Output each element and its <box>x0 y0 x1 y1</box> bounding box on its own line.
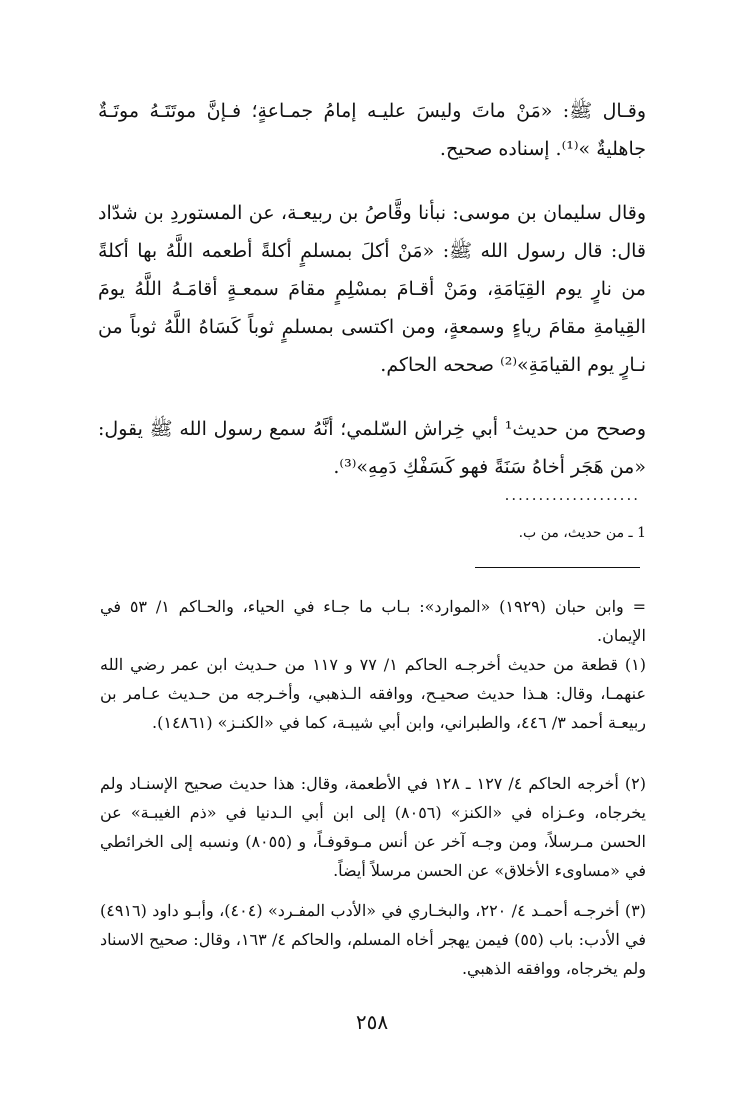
footnote-continuation: = وابن حبان (١٩٢٩) «الموارد»: بـاب ما جـاء في الحياء، والحـاكم ١/ ٥٣ في الإيمان. <box>100 597 647 645</box>
body-paragraph-3 <box>98 410 646 486</box>
body-paragraph-2 <box>98 194 646 384</box>
footnote-3: (٣) أخرجـه أحمـد ٤/ ٢٢٠، والبخـاري في «الأدب المفـرد» (٤٠٤)، وأبـو داود (٤٩١٦) في الأدب: باب (٥٥) فيمن يهجر أخاه المسلم، والحاكم ٤/ ١٦٣، وقال: صحيح الاسناد ولم يخرجاه، ووافقه الذهبي. <box>100 901 647 978</box>
footnote-1: (١) قطعة من حديث أخرجـه الحاكم ١/ ٧٧ و ١١٧ من حـديث ابن عمر رضي الله عنهمـا، وقال: هـذا حديث صحيـح، ووافقه الـذهبي، وأخـرجه من حـديث عـامر بن ربيعـة أحمد ٣/ ٤٤٦، والطبراني، وابن أبي شيبـة، كما في «الكنـز» (١٤٨٦١). <box>100 655 647 732</box>
paragraph-text: وقـال ﷺ: «مَنْ ماتَ وليسَ عليـه إمامُ جمـاعةٍ؛ فـإنَّ موتَتَـهُ موتَـةٌ جاهليةٌ »⁽¹⁾. إسناده صحيح. <box>98 100 646 160</box>
variant-note: 1 ـ من حديث، من ب. <box>518 525 646 541</box>
body-paragraph-1 <box>98 92 646 168</box>
paragraph-text: وقال سليمان بن موسى: نبأنا وقَّاصُ بن ربيعـة، عن المستوردِ بن شدّاد قال: قال رسول الله ﷺ: «مَنْ أكلَ بمسلمٍ أكلةً أطعمه اللَّهُ بها أكلةً من نارٍ يوم القِيَامَةِ، ومَنْ أقـامَ بمسْلِمٍ مقامَ سمعـةٍ أقامَـهُ اللَّهُ يومَ القِيامةِ مقامَ رياءٍ وسمعةٍ، ومن اكتسى بمسلمٍ ثوباً كَسَاهُ اللَّهُ ثوباً من نـارٍ يوم القيامَةِ»⁽²⁾ صححه الحاكم. <box>98 202 646 376</box>
footnote-2: (٢) أخرجه الحاكم ٤/ ١٢٧ ـ ١٢٨ في الأطعمة، وقال: هذا حديث صحيح الإسنـاد ولم يخرجاه، وعـزاه في «الكنز» (٨٠٥٦) إلى ابن أبي الـدنيا في «ذم الغيبـة» عن الحسن مـرسلاً، ومن وجـه آخر عن أنس مـوقوفـاً، و (٨٠٥٥) ونسبه إلى الخرائطي في «مساوىء الأخلاق» عن الحسن مرسلاً أيضاً. <box>100 774 647 880</box>
page-number: ٢٥٨ <box>355 1010 389 1034</box>
dotted-separator: .................... <box>504 486 640 504</box>
footnote-divider <box>475 567 640 568</box>
paragraph-text: وصحح من حديث¹ أبي خِراش السّلمي؛ أنَّهُ سمع رسول الله ﷺ يقول: «من هَجَر أخاهُ سَنَةً فهو كَسَفْكِ دَمِهِ»⁽³⁾. <box>98 418 646 478</box>
